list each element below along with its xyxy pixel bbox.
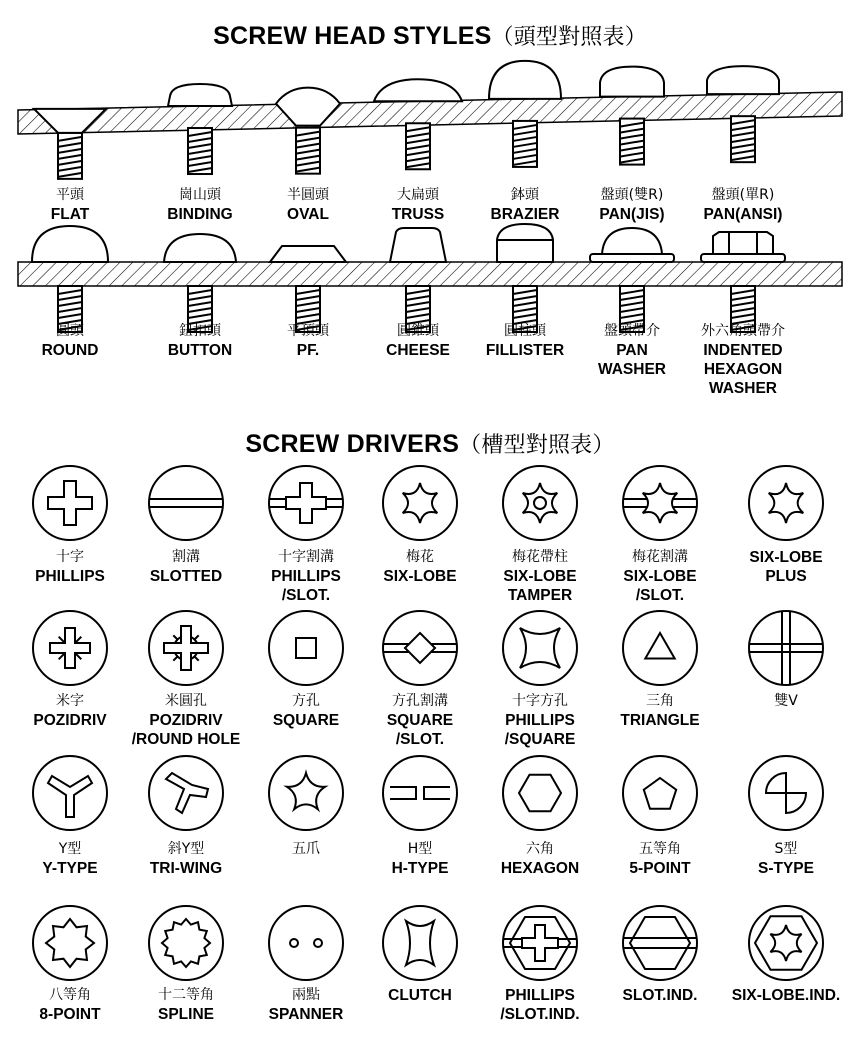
driver-label-3-4	[482, 986, 598, 1024]
head-label-1	[142, 186, 258, 224]
head-label-5-zh: 盤頭(雙R)	[600, 187, 664, 203]
triangle-icon	[623, 611, 697, 685]
driver-label-0-2	[248, 548, 364, 605]
phillips-slot-ind-icon	[503, 906, 577, 980]
driver-label-2-1-en: TRI-WING	[149, 860, 223, 877]
driver-label-0-0	[12, 548, 128, 586]
head-styles-title-en: SCREW HEAD STYLES	[213, 22, 492, 50]
spanner-icon	[269, 906, 343, 980]
driver-label-2-3-zh: H型	[407, 841, 433, 857]
driver-label-3-0-zh: 八等角	[49, 987, 91, 1003]
phillips-square-icon	[503, 611, 577, 685]
driver-label-2-0	[12, 840, 128, 878]
head-label-0	[12, 186, 128, 224]
driver-label-3-4-en2: /SLOT.IND.	[500, 1006, 580, 1023]
driver-label-1-3-en2: /SLOT.	[395, 731, 445, 748]
driver-label-2-3	[362, 840, 478, 878]
slotted-icon	[149, 466, 223, 540]
driver-label-1-0-zh: 米字	[56, 693, 84, 709]
driver-label-2-0-zh: Y型	[58, 841, 82, 857]
head-label-3-zh: 大扁頭	[397, 187, 439, 203]
driver-label-1-1	[128, 692, 244, 749]
driver-label-1-1-en: POZIDRIV	[149, 712, 223, 729]
driver-label-0-5	[602, 548, 718, 605]
driver-label-0-0-en: PHILLIPS	[35, 568, 105, 585]
driver-label-2-2	[248, 840, 364, 859]
s-type-icon	[749, 756, 823, 830]
driver-label-0-3	[362, 548, 478, 586]
driver-label-1-4-en: PHILLIPS	[505, 712, 575, 729]
head2-label-4-zh: 圓柱頭	[504, 323, 546, 339]
driver-label-3-2-en: SPANNER	[268, 1006, 344, 1023]
drivers-title-en: SCREW DRIVERS	[245, 430, 460, 458]
head-label-1-en: BINDING	[167, 206, 233, 223]
head-label-0-en: FLAT	[50, 206, 90, 223]
driver-label-2-4-en: HEXAGON	[500, 860, 580, 877]
driver-label-2-6-en: S-TYPE	[758, 860, 814, 877]
driver-label-3-3	[362, 986, 478, 1005]
head2-label-2-zh: 平頂頭	[287, 323, 329, 339]
driver-label-2-2-zh: 五爪	[292, 841, 320, 857]
six-lobe-ind-icon	[749, 906, 823, 980]
driver-label-3-0	[12, 986, 128, 1024]
driver-label-2-3-en: H-TYPE	[391, 860, 449, 877]
driver-label-2-0-en: Y-TYPE	[42, 860, 98, 877]
y-type-icon	[33, 756, 107, 830]
head2-label-2-en: PF.	[296, 342, 320, 359]
head2-label-6-en3: WASHER	[708, 380, 778, 397]
driver-label-2-1-zh: 斜Y型	[167, 841, 205, 857]
head-styles-title-zh: （頭型對照表）	[491, 25, 647, 50]
driver-label-3-3-en: CLUTCH	[388, 987, 452, 1004]
driver-label-2-4	[482, 840, 598, 878]
driver-label-2-1	[128, 840, 244, 878]
head2-label-4-en: FILLISTER	[485, 342, 565, 359]
head2-label-6-en: INDENTED	[703, 342, 783, 359]
driver-label-3-5	[602, 986, 718, 1005]
head-label-6-zh: 盤頭(單R)	[711, 187, 775, 203]
head2-label-3-en: CHEESE	[386, 342, 450, 359]
driver-label-3-0-en: 8-POINT	[39, 1006, 101, 1023]
pozidriv-round-hole-icon	[149, 611, 223, 685]
driver-label-0-4-en2: TAMPER	[507, 587, 573, 604]
five-claw-icon	[269, 756, 343, 830]
driver-label-1-2-en: SQUARE	[272, 712, 340, 729]
drivers-title-zh: （槽型對照表）	[459, 433, 615, 458]
head2-label-1	[142, 322, 258, 360]
spline-icon	[149, 906, 223, 980]
six-lobe-plus-icon	[749, 466, 823, 540]
eight-point-icon	[33, 906, 107, 980]
driver-label-2-5	[602, 840, 718, 878]
driver-label-2-4-zh: 六角	[526, 841, 554, 857]
square-slot-icon	[383, 611, 457, 685]
driver-label-0-1-en: SLOTTED	[149, 568, 223, 585]
driver-label-3-6-en: SIX-LOBE.IND.	[731, 987, 841, 1004]
driver-label-0-6-en: SIX-LOBE	[749, 549, 823, 566]
hexagon-icon	[503, 756, 577, 830]
driver-label-0-4	[482, 548, 598, 605]
driver-label-1-6	[728, 692, 844, 711]
head-label-0-zh: 平頭	[56, 187, 84, 203]
driver-label-0-6	[728, 548, 844, 586]
head-label-3-en: TRUSS	[391, 206, 445, 223]
phillips-slot-icon	[269, 466, 343, 540]
driver-label-0-2-en2: /SLOT.	[281, 587, 331, 604]
driver-label-1-2-zh: 方孔	[292, 693, 320, 709]
driver-label-0-5-en: SIX-LOBE	[623, 568, 697, 585]
head2-label-5-en: PAN	[616, 342, 648, 359]
driver-label-2-5-zh: 五等角	[639, 841, 681, 857]
head-label-2-en: OVAL	[287, 206, 329, 223]
driver-label-3-2-zh: 兩點	[292, 987, 320, 1003]
driver-label-2-6	[728, 840, 844, 878]
five-point-icon	[623, 756, 697, 830]
clutch-icon	[383, 906, 457, 980]
head2-label-3-zh: 圓錐頭	[397, 323, 439, 339]
head2-label-6	[685, 322, 801, 398]
driver-label-0-3-zh: 梅花	[406, 549, 434, 565]
head2-label-5	[574, 322, 690, 379]
head-label-6	[685, 186, 801, 224]
driver-label-1-2	[248, 692, 364, 730]
driver-label-0-1	[128, 548, 244, 586]
driver-label-0-5-zh: 梅花割溝	[632, 549, 688, 565]
driver-label-0-3-en: SIX-LOBE	[383, 568, 457, 585]
head2-label-6-en2: HEXAGON	[703, 361, 783, 378]
head2-label-5-zh: 盤頭帶介	[604, 323, 660, 339]
driver-label-1-1-zh: 米圓孔	[165, 693, 207, 709]
driver-label-1-0	[12, 692, 128, 730]
head2-label-6-zh: 外六角頭帶介	[701, 323, 785, 339]
head-label-4-en: BRAZIER	[490, 206, 560, 223]
six-lobe-icon	[383, 466, 457, 540]
driver-label-3-1	[128, 986, 244, 1024]
driver-label-3-2	[248, 986, 364, 1024]
driver-label-1-4-zh: 十字方孔	[512, 693, 568, 709]
driver-label-1-3-en: SQUARE	[386, 712, 454, 729]
driver-label-1-4	[482, 692, 598, 749]
six-lobe-tamper-icon	[503, 466, 577, 540]
driver-label-3-4-en: PHILLIPS	[505, 987, 575, 1004]
driver-label-0-4-en: SIX-LOBE	[503, 568, 577, 585]
driver-label-0-5-en2: /SLOT.	[635, 587, 685, 604]
driver-label-1-3	[362, 692, 478, 749]
driver-label-0-6-en2: PLUS	[765, 568, 807, 585]
driver-label-0-4-zh: 梅花帶柱	[512, 549, 568, 565]
head2-label-5-en2: WASHER	[597, 361, 667, 378]
head2-label-0-en: ROUND	[41, 342, 99, 359]
square-icon	[269, 611, 343, 685]
head2-label-1-en: BUTTON	[167, 342, 233, 359]
driver-label-3-1-zh: 十二等角	[158, 987, 214, 1003]
driver-label-0-2-zh: 十字割溝	[278, 549, 334, 565]
phillips-icon	[33, 466, 107, 540]
head-label-3	[360, 186, 476, 224]
driver-label-2-6-zh: S型	[774, 841, 798, 857]
tri-wing-icon	[149, 756, 223, 830]
driver-label-1-5-zh: 三角	[646, 693, 674, 709]
slot-ind-icon	[623, 906, 697, 980]
driver-label-1-5-en: TRIANGLE	[620, 712, 700, 729]
driver-label-3-1-en: SPLINE	[158, 1006, 214, 1023]
driver-label-1-6-zh: 雙V	[774, 693, 798, 709]
head-label-4-zh: 鉢頭	[511, 187, 539, 203]
driver-label-1-3-zh: 方孔割溝	[392, 693, 448, 709]
head-label-2	[250, 186, 366, 224]
head-label-1-zh: 崗山頭	[179, 187, 221, 203]
head-flat-icon	[34, 109, 106, 179]
driver-label-0-1-zh: 割溝	[172, 549, 200, 565]
head2-label-4	[467, 322, 583, 360]
head2-label-1-zh: 鈕扣頭	[179, 323, 221, 339]
head2-2-icon	[270, 246, 346, 332]
driver-label-1-1-en2: /ROUND HOLE	[131, 731, 241, 748]
plate-row-2	[18, 262, 842, 286]
driver-label-1-4-en2: /SQUARE	[504, 731, 576, 748]
driver-label-0-0-zh: 十字	[56, 549, 84, 565]
head-label-4	[467, 186, 583, 224]
double-v-icon	[749, 611, 823, 685]
head-label-2-zh: 半圓頭	[287, 187, 329, 203]
head-label-6-en: PAN(ANSI)	[703, 206, 783, 223]
head2-label-2	[250, 322, 366, 360]
driver-label-3-5-en: SLOT.IND.	[622, 987, 698, 1004]
head-label-5-en: PAN(JIS)	[599, 206, 665, 223]
head2-label-0	[12, 322, 128, 360]
driver-label-0-2-en: PHILLIPS	[271, 568, 341, 585]
driver-label-3-6	[728, 986, 844, 1005]
pozidriv-icon	[33, 611, 107, 685]
head2-label-3	[360, 322, 476, 360]
driver-label-2-5-en: 5-POINT	[629, 860, 691, 877]
driver-label-1-5	[602, 692, 718, 730]
six-lobe-slot-icon	[623, 466, 697, 540]
head-label-5	[574, 186, 690, 224]
head2-label-0-zh: 圓頭	[56, 323, 84, 339]
head-oval-icon	[276, 88, 340, 174]
h-type-icon	[383, 756, 457, 830]
driver-label-1-0-en: POZIDRIV	[33, 712, 107, 729]
